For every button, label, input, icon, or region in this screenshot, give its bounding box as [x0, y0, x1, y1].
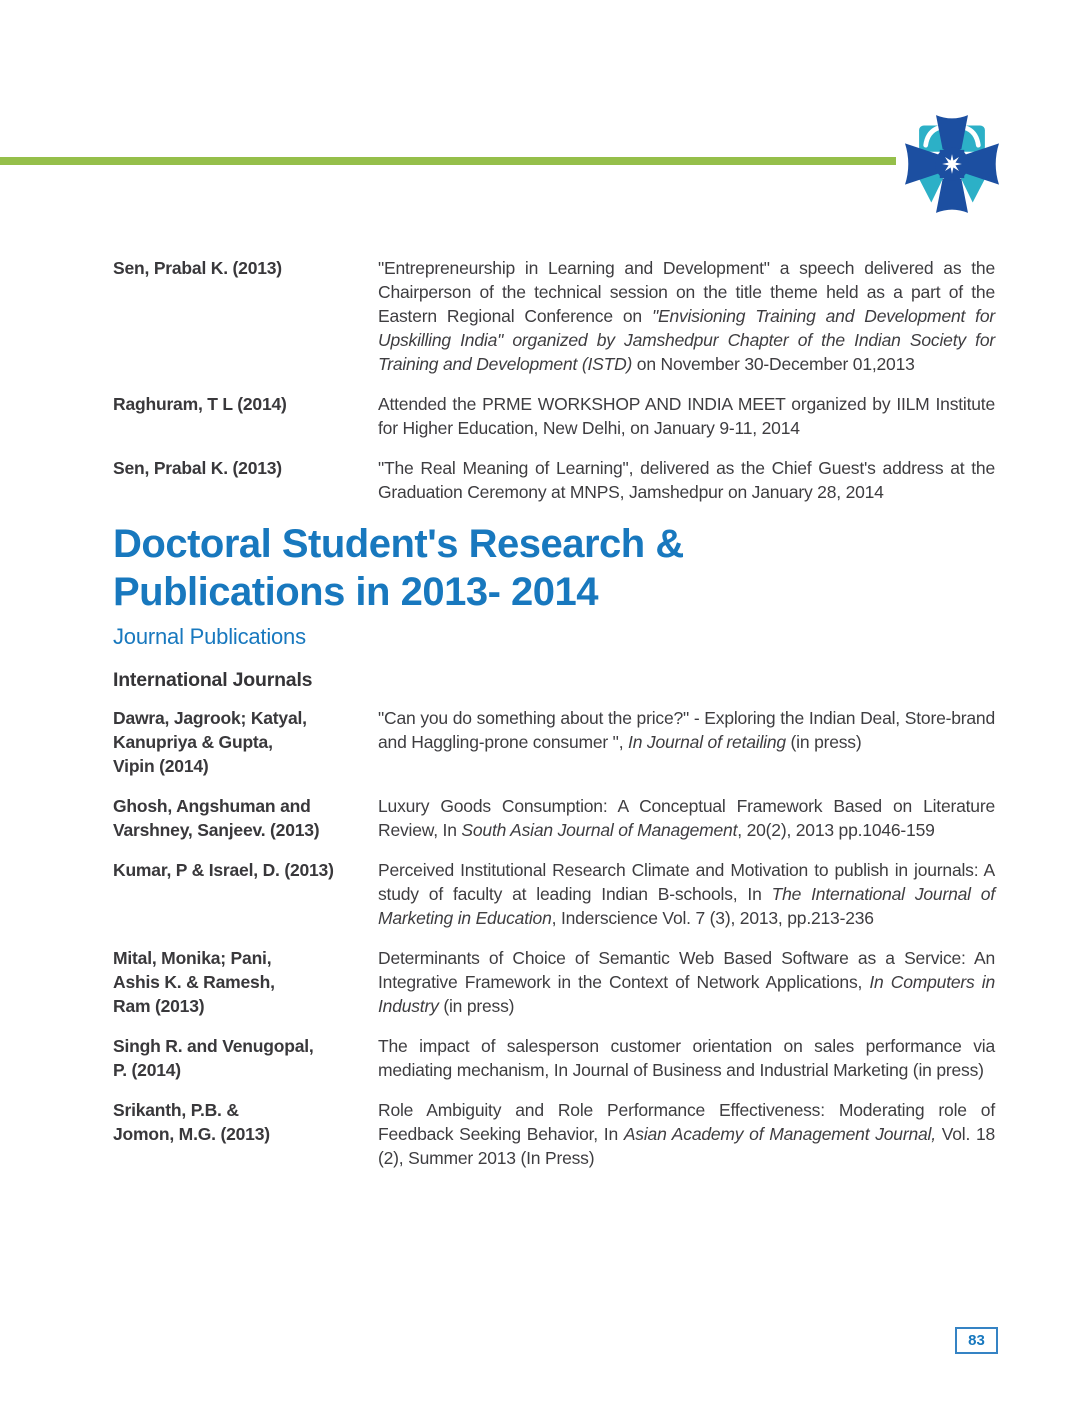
section-subtitle: Journal Publications: [113, 624, 306, 649]
entry-author: Raghuram, T L (2014): [113, 394, 287, 414]
institute-logo-icon: [905, 115, 999, 213]
conference-entries: [113, 256, 995, 504]
publication-entry: [113, 946, 995, 1018]
entry-description: Perceived Institutional Research Climate and Motivation to publish in journals: A study of faculty at leading Indian B-schools, In The International Journal of Marketing in Education, Inderscience Vol. 7 (3), 2013, pp.213-236: [378, 860, 995, 928]
page-number: 83: [968, 1332, 985, 1349]
journal-entries: [113, 706, 995, 1170]
entry-author: Dawra, Jagrook; Katyal, Kanupriya & Gupta, Vipin (2014): [113, 708, 307, 776]
subsection-heading: International Journals: [113, 669, 313, 691]
publication-entry: [113, 392, 995, 440]
entry-author: Sen, Prabal K. (2013): [113, 458, 282, 478]
section-title-line1: Doctoral Student's Research &: [113, 522, 684, 566]
entry-author: Mital, Monika; Pani, Ashis K. & Ramesh, Ram (2013): [113, 948, 275, 1016]
entry-author: Srikanth, P.B. & Jomon, M.G. (2013): [113, 1100, 270, 1144]
entry-author: Singh R. and Venugopal, P. (2014): [113, 1036, 314, 1080]
entry-description: The impact of salesperson customer orientation on sales performance via mediating mechanism, In Journal of Business and Industrial Marketing (in press): [378, 1036, 995, 1080]
page-content: [113, 256, 995, 1186]
entry-description: Determinants of Choice of Semantic Web Based Software as a Service: An Integrative Framework in the Context of Network Applications, In Computers in Industry (in press): [378, 948, 995, 1016]
section-title-line2: Publications in 2013- 2014: [113, 570, 598, 614]
publication-entry: [113, 256, 995, 376]
entry-description: "Can you do something about the price?" - Exploring the Indian Deal, Store-brand and Haggling-prone consumer ", In Journal of retailing (in press): [378, 708, 995, 752]
publication-entry: [113, 1098, 995, 1170]
header-rule: [0, 157, 896, 165]
entry-description: Luxury Goods Consumption: A Conceptual Framework Based on Literature Review, In South Asian Journal of Management, 20(2), 2013 pp.1046-159: [378, 796, 995, 840]
publication-entry: [113, 858, 995, 930]
page-number-box: [955, 1327, 998, 1354]
section-title: [113, 520, 995, 616]
publication-entry: [113, 794, 995, 842]
entry-description: "Entrepreneurship in Learning and Development" a speech delivered as the Chairperson of the technical session on the title theme held as a part of the Eastern Regional Conference on "Envisioning Training and Development for Upskilling India" organized by Jamshedpur Chapter of the Indian Society for Training and Development (ISTD) on November 30-December 01,2013: [378, 258, 995, 374]
entry-author: Ghosh, Angshuman and Varshney, Sanjeev. (2013): [113, 796, 320, 840]
publication-entry: [113, 1034, 995, 1082]
entry-author: Sen, Prabal K. (2013): [113, 258, 282, 278]
entry-author: Kumar, P & Israel, D. (2013): [113, 860, 334, 880]
entry-description: "The Real Meaning of Learning", delivered as the Chief Guest's address at the Graduation Ceremony at MNPS, Jamshedpur on January 28, 2014: [378, 458, 995, 502]
entry-description: Role Ambiguity and Role Performance Effectiveness: Moderating role of Feedback Seeking Behavior, In Asian Academy of Management Journal, Vol. 18 (2), Summer 2013 (In Press): [378, 1100, 996, 1168]
publication-entry: [113, 706, 995, 778]
entry-description: Attended the PRME WORKSHOP AND INDIA MEET organized by IILM Institute for Higher Education, New Delhi, on January 9-11, 2014: [378, 394, 995, 438]
publication-entry: [113, 456, 995, 504]
